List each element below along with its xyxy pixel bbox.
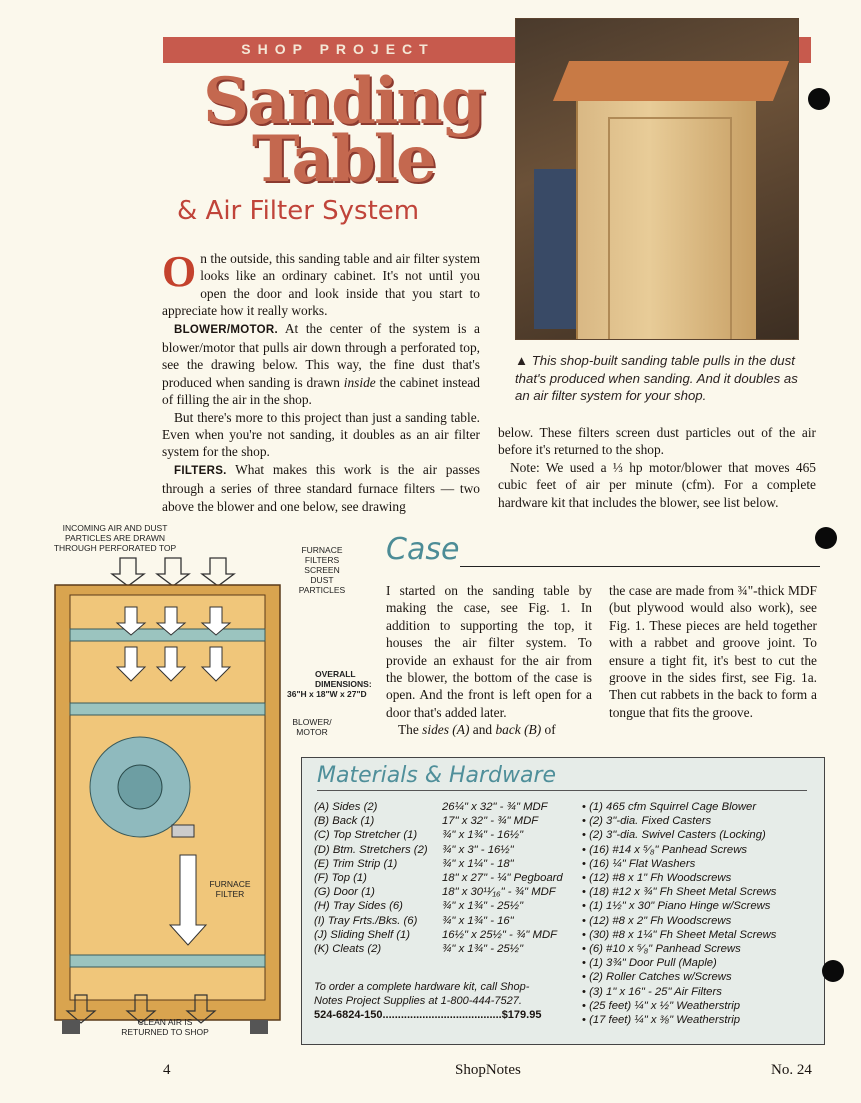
part-row: (J) Sliding Shelf (1) 16½" x 25½" - ¾" MDF	[314, 928, 557, 941]
page-title-line2: Table	[252, 122, 435, 197]
cabinet-photo	[515, 18, 799, 340]
intro-p3: But there's more to this project than just a sanding table. Even when you're not sanding, it doubles as an air filter system for the shop.	[162, 409, 480, 460]
intro-p1: n the outside, this sanding table and air filter system looks like an ordinary cabinet. It's not until you open the door and look inside that you start to appreciate how it really works.	[162, 251, 480, 319]
svg-text:DUST: DUST	[310, 575, 334, 585]
hardware-item: • (1) 465 cfm Squirrel Cage Blower	[582, 801, 757, 813]
svg-text:FURNACE: FURNACE	[301, 545, 343, 555]
part-row: (E) Trim Strip (1) ¾" x 1¼" - 18"	[314, 857, 514, 870]
svg-text:FILTERS: FILTERS	[304, 555, 340, 565]
order-note: To order a complete hardware kit, call Shop- Notes Project Supplies at 1-800-444-7527. 524-6824-150.......................................$179.95	[314, 981, 542, 1021]
case-heading: Case	[386, 532, 460, 567]
materials-box	[301, 757, 825, 1045]
case-column-1: I started on the sanding table by making the case, see Fig. 1. In addition to supporting the top, it houses the air filter system. To provide an exhaust for the air from the blower, the bottom of the case is open. And the front is left open for a door that's added later. The sides (A) and back (B) of	[386, 583, 592, 738]
hardware-item: • (25 feet) ¼" x ½" Weatherstrip	[582, 999, 741, 1012]
hardware-item: • (30) #8 x 1¼" Fh Sheet Metal Screws	[582, 928, 777, 941]
drop-cap: O	[162, 247, 197, 296]
part-row: (A) Sides (2) 26¼" x 32" - ¾" MDF	[314, 801, 548, 813]
issue-number: No. 24	[771, 1062, 812, 1078]
hardware-list	[582, 800, 822, 1027]
banner-label: SHOP PROJECT	[241, 41, 435, 57]
intro-column: On the outside, this sanding table and air filter system looks like an ordinary cabinet. It's not until you open the door and look inside that you start to appreciate how it really works. BLOWER/MOTOR. At the center of the system is a blower/motor that pulls air down through a perforated top, see the drawing below. This way, the fine dust that's produced when sanding is drawn inside the cabinet instead of filling the air in the shop. But there's more to this project than just a sanding table. Even when you're not sanding, it doubles as an air filter system for the shop. FILTERS. What makes this work is the air passes through a series of three standard furnace filters — two above the blower and one below, see drawing	[162, 247, 480, 514]
part-row: (I) Tray Frts./Bks. (6) ¾" x 1¾" - 16"	[314, 914, 514, 927]
svg-text:CLEAN AIR IS: CLEAN AIR IS	[137, 1017, 193, 1027]
hardware-item: • (2) Roller Catches w/Screws	[582, 971, 732, 984]
svg-text:THROUGH PERFORATED TOP: THROUGH PERFORATED TOP	[53, 543, 177, 553]
svg-text:BLOWER/: BLOWER/	[292, 717, 332, 727]
svg-text:FILTER: FILTER	[215, 889, 245, 899]
svg-text:PARTICLES ARE DRAWN: PARTICLES ARE DRAWN	[65, 533, 165, 543]
svg-text:FURNACE: FURNACE	[209, 879, 251, 889]
part-row: (C) Top Stretcher (1) ¾" x 1¾" - 16½"	[314, 829, 524, 842]
registration-dot	[815, 527, 837, 549]
hardware-item: • (16) ¼" Flat Washers	[582, 857, 696, 870]
svg-text:36"H x 18"W x 27"D: 36"H x 18"W x 27"D	[287, 689, 367, 699]
registration-dot	[822, 960, 844, 982]
svg-text:PARTICLES: PARTICLES	[298, 585, 346, 595]
hardware-item: • (6) #10 x ⁵⁄₈" Panhead Screws	[582, 943, 741, 956]
registration-dot	[808, 88, 830, 110]
hardware-item: • (16) #14 x ⁵⁄₈" Panhead Screws	[582, 843, 748, 856]
photo-caption: ▲ This shop-built sanding table pulls in the dust that's produced when sanding. And it doubles as an air filter system for your shop.	[515, 353, 798, 403]
hardware-item: • (1) 1½" x 30" Piano Hinge w/Screws	[582, 900, 771, 913]
svg-text:MOTOR: MOTOR	[296, 727, 328, 737]
case-column-2: the case are made from ¾"-thick MDF (but plywood would also work), see Fig. 1. These pieces are held together with a rabbet and groove joint. To ensure a tight fit, it's best to cut the groove in the sides first, see Fig. 1a. Then cut rabbets in the back to form a tongue that fits the groove.	[609, 583, 817, 720]
part-row: (H) Tray Sides (6) ¾" x 1¾" - 25½"	[314, 900, 524, 913]
right-column: below. These filters screen dust particles out of the air before it's returned to the shop. Note: We used a ⅓ hp motor/blower that moves 465 cubic feet of air per minute (cfm). For a complete hardware kit that includes the blower, see list below.	[498, 425, 816, 510]
part-row: (F) Top (1) 18" x 27" - ¼" Pegboard	[314, 872, 563, 885]
hardware-item: • (17 feet) ¼" x ⅜" Weatherstrip	[582, 1014, 741, 1027]
magazine-name: ShopNotes	[455, 1062, 521, 1078]
case-rule	[460, 566, 820, 567]
hardware-item: • (12) #8 x 2" Fh Woodscrews	[582, 914, 732, 927]
page-number: 4	[163, 1062, 171, 1078]
hardware-item: • (2) 3"-dia. Fixed Casters	[582, 815, 712, 828]
svg-text:DIMENSIONS:: DIMENSIONS:	[315, 679, 372, 689]
hardware-item: • (3) 1" x 16" - 25" Air Filters	[582, 985, 722, 998]
hardware-item: • (18) #12 x ¾" Fh Sheet Metal Screws	[582, 886, 777, 899]
hardware-item: • (2) 3"-dia. Swivel Casters (Locking)	[582, 829, 766, 842]
hardware-item: • (1) 3¾" Door Pull (Maple)	[582, 957, 717, 970]
part-row: (D) Btm. Stretchers (2) ¾" x 3" - 16½"	[314, 843, 514, 856]
page-subtitle: & Air Filter System	[177, 196, 420, 226]
part-row: (B) Back (1) 17" x 32" - ¾" MDF	[314, 815, 539, 828]
parts-list	[314, 800, 582, 956]
page-title-line1: Sanding	[203, 64, 484, 139]
part-row: (K) Cleats (2) ¾" x 1¾" - 25½"	[314, 943, 524, 956]
svg-text:INCOMING AIR AND DUST: INCOMING AIR AND DUST	[62, 525, 168, 533]
svg-text:RETURNED TO SHOP: RETURNED TO SHOP	[121, 1027, 209, 1037]
hardware-item: • (12) #8 x 1" Fh Woodscrews	[582, 872, 732, 885]
part-row: (G) Door (1) 18" x 30¹¹⁄₁₆" - ¾" MDF	[314, 886, 556, 899]
materials-title: Materials & Hardware	[317, 763, 557, 788]
svg-text:SCREEN: SCREEN	[304, 565, 340, 575]
svg-text:OVERALL: OVERALL	[315, 669, 356, 679]
